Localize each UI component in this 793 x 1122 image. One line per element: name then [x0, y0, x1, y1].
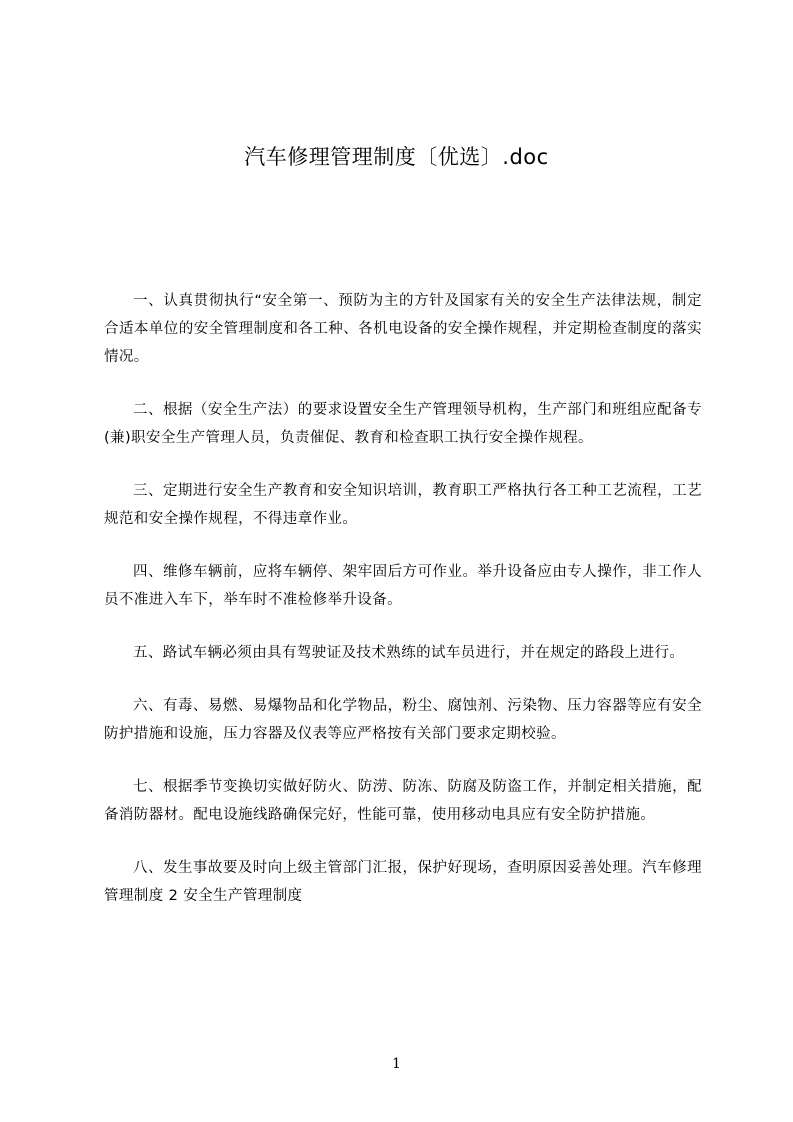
paragraph-7: 七、根据季节变换切实做好防火、防涝、防冻、防腐及防盗工作，并制定相关措施，配备消防器材。配电设施线路确保完好，性能可靠，使用移动电具应有安全防护措施。 — [104, 779, 702, 823]
paragraph-3: 三、定期进行安全生产教育和安全知识培训，教育职工严格执行各工种工艺流程，工艺规范和安全操作规程，不得违章作业。 — [104, 483, 702, 527]
paragraph-4: 四、维修车辆前，应将车辆停、架牢固后方可作业。举升设备应由专人操作，非工作人员不准进入车下，举车时不准检修举升设备。 — [104, 564, 702, 608]
paragraph-1: 一、认真贯彻执行“安全第一、预防为主的方针及国家有关的安全生产法律法规，制定合适本单位的安全管理制度和各工种、各机电设备的安全操作规程，并定期检查制度的落实情况。 — [104, 293, 702, 365]
page-number: 1 — [392, 1056, 401, 1072]
paragraph-8: 八、发生事故要及时向上级主管部门汇报，保护好现场，查明原因妥善处理。汽车修理管理制度 2 安全生产管理制度 — [104, 860, 702, 904]
paragraph-5: 五、路试车辆必须由具有驾驶证及技术熟练的试车员进行，并在规定的路段上进行。 — [133, 645, 685, 661]
paragraph-6: 六、有毒、易燃、易爆物品和化学物品，粉尘、腐蚀剂、污染物、压力容器等应有安全防护措施和设施，压力容器及仪表等应严格按有关部门要求定期校验。 — [104, 698, 702, 742]
paragraph-2: 二、根据（安全生产法）的要求设置安全生产管理领导机构，生产部门和班组应配备专(兼)职安全生产管理人员，负责催促、教育和检查职工执行安全操作规程。 — [104, 402, 702, 446]
document-title: 汽车修理管理制度〔优选〕.doc — [244, 145, 549, 169]
document-body — [104, 287, 702, 935]
